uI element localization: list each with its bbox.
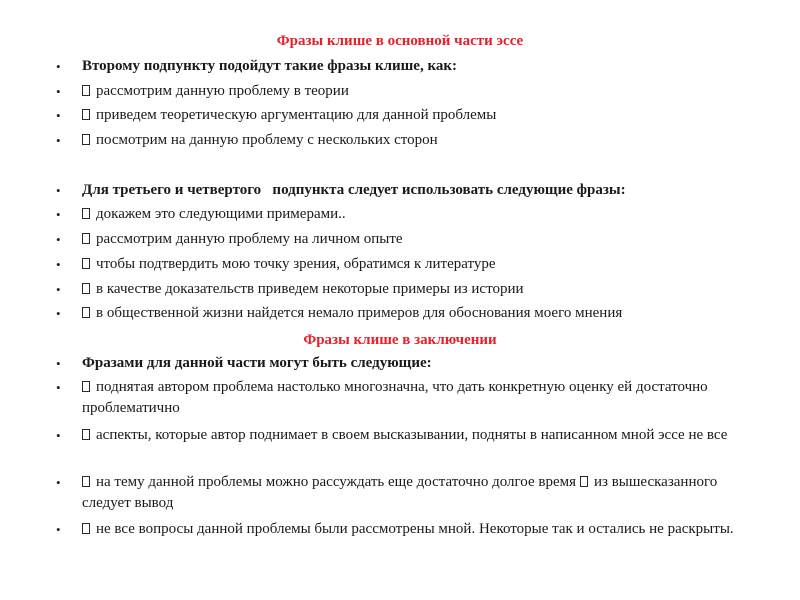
bullet-icon: •: [56, 183, 61, 198]
item-text: аспекты, которые автор поднимает в своем высказывании, подняты в написанном мной эссе не все: [82, 425, 752, 446]
intro-text: Второму подпункту подойдут такие фразы клише, как:: [82, 58, 458, 74]
checkbox-glyph-icon: [82, 381, 90, 392]
checkbox-glyph-icon: [82, 258, 90, 269]
bullet-icon: •: [56, 428, 61, 443]
intro-text: Фразами для данной части могут быть следующие:: [82, 355, 432, 371]
item-text: в общественной жизни найдется немало примеров для обоснования моего мнения: [82, 303, 622, 324]
bullet-icon: •: [56, 380, 61, 395]
checkbox-glyph-icon: [82, 233, 90, 244]
bullet-icon: •: [56, 84, 61, 99]
bullet-icon: •: [56, 108, 61, 123]
bullet-icon: •: [56, 207, 61, 222]
bullet-icon: •: [56, 257, 61, 272]
item-text: не все вопросы данной проблемы были рассмотрены мной. Некоторые так и остались не раскрыты.: [82, 519, 752, 540]
item-text: рассмотрим данную проблему в теории: [82, 81, 349, 102]
item-text: на тему данной проблемы можно рассуждать еще достаточно долгое время из вышесказанного следует вывод: [82, 474, 718, 511]
item-text: посмотрим на данную проблему с нескольких сторон: [82, 130, 438, 151]
checkbox-glyph-icon: [82, 208, 90, 219]
item-text: рассмотрим данную проблему на личном опыте: [82, 229, 403, 250]
checkbox-glyph-icon: [82, 523, 90, 534]
checkbox-glyph-icon: [82, 429, 90, 440]
checkbox-glyph-icon: [82, 283, 90, 294]
intro-text: Для третьего и четвертого подпункта следует использовать следующие фразы:: [82, 182, 626, 198]
checkbox-glyph-icon: [580, 476, 588, 487]
bullet-icon: •: [56, 306, 61, 321]
checkbox-glyph-icon: [82, 109, 90, 120]
bullet-icon: •: [56, 133, 61, 148]
bullet-icon: •: [56, 356, 61, 371]
section-heading-main-part: Фразы клише в основной части эссе: [276, 33, 524, 49]
checkbox-glyph-icon: [82, 134, 90, 145]
item-text: в качестве доказательств приведем некоторые примеры из истории: [82, 279, 524, 300]
bullet-icon: •: [56, 232, 61, 247]
checkbox-glyph-icon: [82, 307, 90, 318]
bullet-icon: •: [56, 475, 61, 490]
checkbox-glyph-icon: [82, 476, 90, 487]
item-text: докажем это следующими примерами..: [82, 204, 346, 225]
bullet-icon: •: [56, 282, 61, 297]
item-text: приведем теоретическую аргументацию для данной проблемы: [82, 105, 496, 126]
bullet-icon: •: [56, 59, 61, 74]
bullet-icon: •: [56, 522, 61, 537]
checkbox-glyph-icon: [82, 85, 90, 96]
item-text: поднятая автором проблема настолько многозначна, что дать конкретную оценку ей достаточно проблематично: [82, 379, 708, 416]
item-text: чтобы подтвердить мою точку зрения, обратимся к литературе: [82, 254, 496, 275]
section-heading-conclusion: Фразы клише в заключении: [303, 332, 497, 348]
